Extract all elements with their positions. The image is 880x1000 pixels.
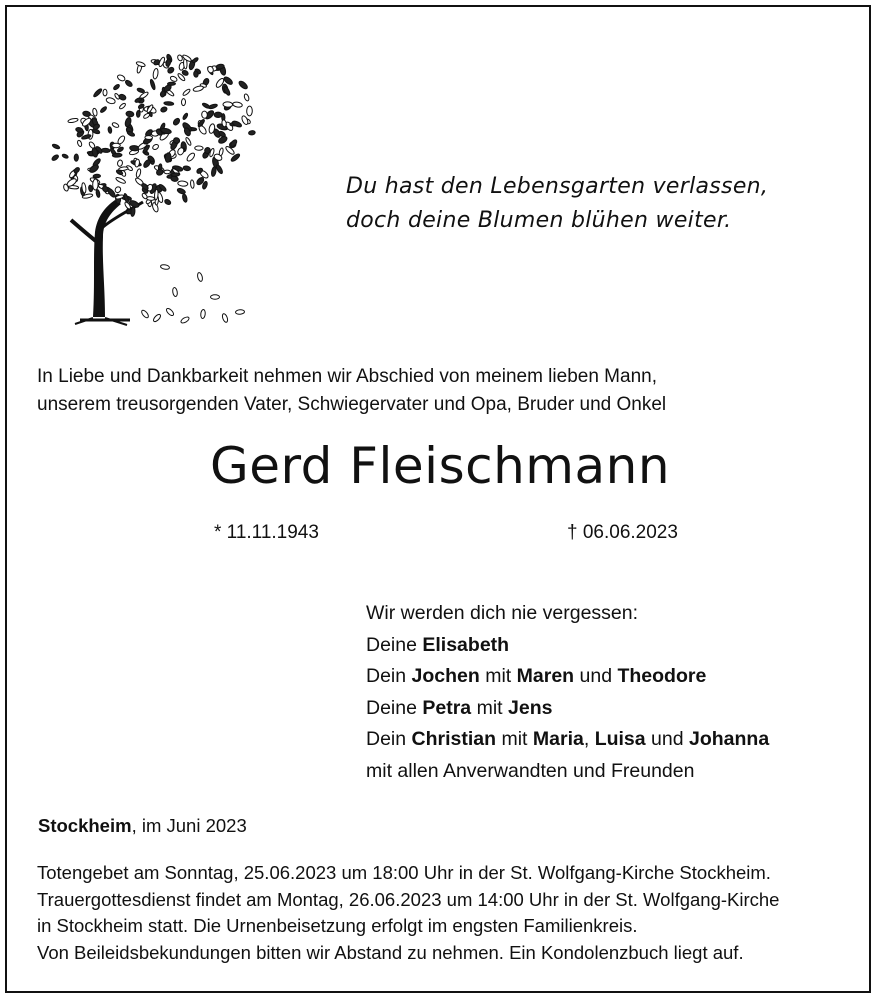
service-info — [37, 860, 779, 966]
leaf — [164, 170, 171, 174]
windblown-tree-icon — [35, 42, 265, 332]
leaf — [214, 112, 222, 117]
family-line-5: Dein Christian mit Maria, Luisa und Johanna — [366, 728, 770, 750]
leaf — [93, 88, 103, 98]
leaf — [93, 179, 99, 190]
leaf — [96, 189, 101, 197]
leaf — [170, 75, 178, 82]
place-month: , im Juni 2023 — [131, 815, 247, 836]
leaf — [182, 194, 188, 203]
leaf — [202, 102, 211, 109]
family-heading: Wir werden dich nie vergessen: — [366, 602, 639, 624]
leaf — [145, 136, 153, 140]
leaf — [127, 130, 136, 137]
family-signatures — [366, 598, 769, 787]
leaf — [165, 58, 171, 67]
leaf — [183, 165, 191, 171]
leaf — [112, 153, 122, 157]
leaf — [114, 186, 122, 194]
leaf — [186, 152, 196, 162]
fallen-leaf — [221, 313, 228, 323]
place-city: Stockheim — [38, 815, 132, 836]
leaf — [172, 117, 181, 126]
leaf — [108, 126, 112, 133]
place-date — [38, 815, 247, 837]
leaf — [106, 97, 116, 105]
leaf — [123, 193, 129, 203]
leaf — [248, 130, 255, 135]
deceased-name: Gerd Fleischmann — [209, 437, 671, 495]
leaf — [93, 174, 101, 178]
leaf — [143, 113, 151, 120]
leaf — [193, 85, 204, 92]
leaf — [247, 106, 253, 116]
leaf — [130, 207, 135, 217]
leaf — [136, 61, 146, 68]
family-line-6: mit allen Anverwandten und Freunden — [366, 759, 695, 782]
motto-line-1: Du hast den Lebensgarten verlassen, — [346, 174, 769, 199]
leaf — [116, 74, 125, 82]
birth-date: * 11.11.1943 — [214, 522, 319, 543]
leaf — [82, 110, 91, 117]
intro-line-1: In Liebe und Dankbarkeit nehmen wir Abschied von meinem lieben Mann, — [37, 366, 657, 387]
leaf — [119, 102, 127, 109]
leaf — [119, 166, 129, 171]
leaf — [112, 122, 120, 129]
leaf — [190, 180, 194, 189]
leaf — [52, 143, 61, 149]
memorial-motto — [346, 170, 768, 238]
leaf — [192, 57, 199, 64]
leaf — [160, 90, 166, 97]
info-line-4: Von Beileidsbekundungen bitten wir Abstand zu nehmen. Ein Kondolenzbuch liegt auf. — [37, 941, 744, 963]
leaf — [74, 154, 78, 161]
death-date: † 06.06.2023 — [567, 522, 678, 543]
leaf — [68, 118, 79, 124]
family-line-3: Dein Jochen mit Maren und Theodore — [366, 665, 707, 687]
leaf — [149, 79, 156, 90]
fallen-leaf — [200, 309, 205, 318]
leaf — [152, 144, 160, 151]
leaf — [178, 181, 188, 187]
info-line-3: in Stockheim statt. Die Urnenbeisetzung erfolgt im engsten Familienkreis. — [37, 915, 638, 936]
leaf — [232, 101, 242, 107]
leaf — [238, 80, 249, 90]
leaf — [92, 108, 98, 116]
leaf — [182, 88, 191, 96]
leaf — [230, 139, 238, 148]
leaf — [164, 198, 172, 205]
fallen-leaf — [211, 295, 220, 299]
intro-line-2: unserem treusorgenden Vater, Schwiegervater und Opa, Bruder und Onkel — [37, 394, 667, 415]
leaf — [195, 146, 203, 150]
fallen-leaf — [160, 264, 170, 270]
leaf — [114, 93, 120, 100]
fallen-leaf — [172, 287, 178, 297]
leaf — [177, 54, 183, 61]
leaf — [75, 127, 83, 133]
leaf — [115, 176, 126, 184]
leaf — [160, 106, 168, 113]
leaf — [51, 154, 59, 162]
leaf — [117, 160, 123, 167]
leaf — [88, 163, 99, 173]
leaf — [136, 168, 142, 177]
leaf — [182, 113, 188, 121]
leaf — [152, 68, 158, 79]
leaf — [146, 196, 154, 200]
leaf — [124, 79, 133, 87]
leaf — [126, 111, 135, 118]
leaf — [241, 115, 249, 125]
leaf — [181, 99, 185, 106]
leaf — [171, 173, 179, 177]
info-line-1: Totengebet am Sonntag, 25.06.2023 um 18:00 Uhr in der St. Wolfgang-Kirche Stockheim. — [37, 862, 771, 883]
leaf — [137, 87, 145, 93]
leaf — [103, 89, 107, 96]
fallen-leaf — [152, 313, 161, 323]
intro-text — [37, 363, 666, 419]
fallen-leaf — [235, 309, 244, 314]
leaf — [62, 154, 69, 159]
leaf — [201, 111, 207, 119]
fallen-leaf — [165, 307, 174, 316]
family-line-4: Deine Petra mit Jens — [366, 696, 553, 719]
fallen-leaf — [180, 316, 190, 324]
leaf — [193, 71, 198, 78]
leaf — [164, 101, 174, 105]
fallen-leaf — [140, 309, 149, 319]
info-line-2: Trauergottesdienst findet am Montag, 26.06.2023 um 14:00 Uhr in der St. Wolfgang-Kirche — [37, 888, 780, 910]
leaf — [113, 84, 121, 91]
leaf — [77, 140, 83, 147]
leaf — [117, 135, 126, 145]
family-line-2: Deine Elisabeth — [366, 633, 510, 656]
leaf — [100, 106, 108, 113]
leaf — [73, 167, 80, 174]
motto-line-2: doch deine Blumen blühen weiter. — [346, 208, 732, 233]
leaf — [243, 93, 249, 101]
leaf — [165, 152, 172, 162]
leaf — [223, 102, 233, 108]
fallen-leaf — [197, 272, 204, 282]
leaf — [101, 148, 110, 153]
